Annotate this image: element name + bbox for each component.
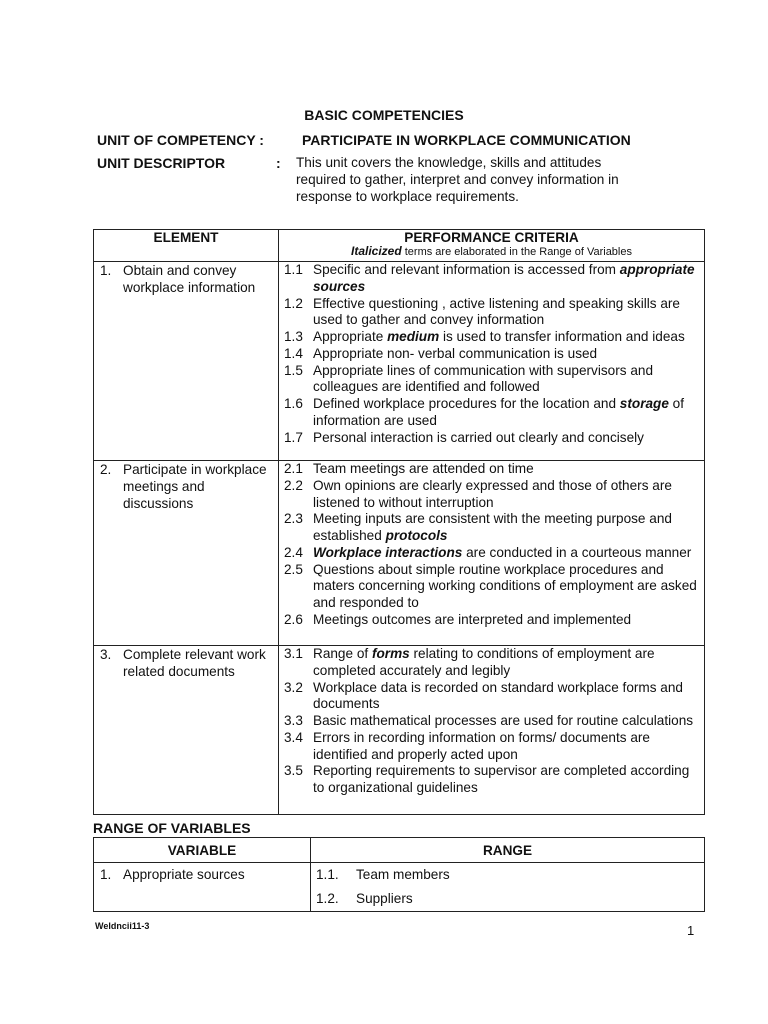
element-number: 2. bbox=[100, 462, 112, 477]
element-column-header: ELEMENT bbox=[94, 230, 279, 262]
criterion-text bbox=[313, 396, 704, 430]
range-of-variables-title: RANGE OF VARIABLES bbox=[93, 820, 251, 836]
criteria-cell bbox=[279, 646, 705, 815]
element-item bbox=[94, 647, 278, 681]
criterion-text-part: Workplace data is recorded on standard workplace forms and documents bbox=[313, 679, 683, 712]
element-item bbox=[94, 462, 278, 512]
criterion-number: 1.5 bbox=[284, 362, 303, 378]
unit-descriptor-colon: : bbox=[276, 155, 281, 171]
criterion-item bbox=[279, 329, 704, 346]
unit-descriptor-text bbox=[296, 155, 676, 205]
criterion-text bbox=[313, 262, 704, 296]
criterion-item bbox=[279, 346, 704, 363]
criteria-note-rest: terms are elaborated in the Range of Variables bbox=[401, 246, 632, 258]
criterion-text-part: Effective questioning , active listening and speaking skills are used to gather and convey information bbox=[313, 295, 680, 328]
criterion-text-part: Specific and relevant information is accessed from bbox=[313, 262, 620, 277]
criterion-text bbox=[313, 730, 704, 764]
criterion-text bbox=[313, 363, 704, 397]
criterion-number: 1.2 bbox=[284, 295, 303, 311]
unit-descriptor-label: UNIT DESCRIPTOR bbox=[97, 155, 226, 171]
range-term: appropriate sources bbox=[313, 262, 695, 294]
range-term: medium bbox=[387, 329, 440, 344]
criterion-text-part: Defined workplace procedures for the location and bbox=[313, 396, 620, 411]
range-term: forms bbox=[371, 646, 410, 661]
unit-descriptor-line: required to gather, interpret and convey information in bbox=[296, 171, 619, 187]
criterion-item bbox=[279, 363, 704, 397]
variable-item bbox=[94, 863, 310, 884]
criterion-text-part: Appropriate lines of communication with supervisors and colleagues are identified and followed bbox=[313, 362, 654, 395]
criterion-text bbox=[313, 329, 704, 346]
range-text: Suppliers bbox=[356, 891, 413, 906]
criterion-item bbox=[279, 763, 704, 797]
criterion-text bbox=[313, 346, 704, 363]
criterion-item bbox=[279, 646, 704, 680]
table-row bbox=[94, 646, 705, 815]
criterion-text-part: Range of bbox=[313, 646, 372, 661]
criterion-number: 2.3 bbox=[284, 511, 303, 527]
criterion-number: 1.7 bbox=[284, 429, 303, 445]
variable-text: Appropriate sources bbox=[123, 867, 245, 882]
performance-criteria-table bbox=[93, 229, 705, 815]
variable-column-header: VARIABLE bbox=[94, 838, 311, 863]
criterion-text bbox=[313, 562, 704, 612]
criterion-item bbox=[279, 730, 704, 764]
range-term: protocols bbox=[385, 528, 448, 543]
criterion-number: 1.4 bbox=[284, 345, 303, 361]
criterion-text-part: of information are used bbox=[313, 396, 685, 428]
criteria-header-title: PERFORMANCE CRITERIA bbox=[404, 230, 579, 245]
element-cell bbox=[94, 646, 279, 815]
variable-number: 1. bbox=[100, 867, 112, 882]
criterion-number: 2.4 bbox=[284, 544, 303, 560]
criterion-item bbox=[279, 713, 704, 730]
criterion-number: 1.1 bbox=[284, 262, 303, 277]
range-column-header: RANGE bbox=[311, 838, 705, 863]
criterion-item bbox=[279, 296, 704, 330]
criterion-text bbox=[313, 296, 704, 330]
criterion-text bbox=[313, 545, 704, 562]
criterion-text-part: Meeting inputs are consistent with the meeting purpose and established bbox=[313, 511, 672, 543]
criterion-text bbox=[313, 612, 704, 629]
criterion-number: 3.2 bbox=[284, 679, 303, 695]
criteria-cell bbox=[279, 262, 705, 461]
element-text: Participate in workplace meetings and discussions bbox=[123, 462, 267, 511]
variable-cell bbox=[94, 863, 311, 912]
table-header-row bbox=[94, 230, 705, 262]
element-text: Obtain and convey workplace information bbox=[123, 263, 256, 295]
range-item bbox=[311, 863, 704, 887]
element-number: 3. bbox=[100, 647, 112, 662]
criterion-text-part: Appropriate non- verbal communication is used bbox=[313, 345, 598, 361]
table-header-row bbox=[94, 838, 705, 863]
criterion-text-part: Own opinions are clearly expressed and those of others are listened to without interruption bbox=[313, 477, 672, 510]
range-text: Team members bbox=[356, 867, 450, 882]
element-cell bbox=[94, 461, 279, 646]
criterion-number: 1.6 bbox=[284, 396, 303, 411]
criterion-item bbox=[279, 262, 704, 296]
criterion-text-part: Appropriate bbox=[313, 329, 388, 344]
criterion-text-part: Errors in recording information on forms/ documents are identified and properly acted upon bbox=[313, 729, 650, 762]
criteria-cell bbox=[279, 461, 705, 646]
range-of-variables-table bbox=[93, 837, 705, 912]
criterion-text-part: are conducted in a courteous manner bbox=[462, 544, 692, 560]
unit-descriptor-line: response to workplace requirements. bbox=[296, 188, 519, 204]
range-term: storage bbox=[619, 396, 669, 411]
unit-descriptor-line: This unit covers the knowledge, skills and attitudes bbox=[296, 155, 602, 170]
table-row bbox=[94, 863, 705, 912]
criterion-text-part: is used to transfer information and ideas bbox=[439, 329, 685, 344]
criterion-text-part: relating to conditions of employment are completed accurately and legibly bbox=[313, 646, 655, 678]
criterion-text bbox=[313, 680, 704, 714]
criterion-text bbox=[313, 430, 704, 447]
element-number: 1. bbox=[100, 263, 112, 278]
criterion-text-part: Questions about simple routine workplace procedures and maters concerning working conditions of employment are asked and responded to bbox=[313, 561, 697, 610]
criterion-number: 2.5 bbox=[284, 561, 303, 577]
criterion-text bbox=[313, 646, 704, 680]
element-item bbox=[94, 263, 278, 297]
range-term: Workplace interactions bbox=[313, 544, 463, 560]
criterion-item bbox=[279, 396, 704, 430]
criterion-text bbox=[313, 713, 704, 730]
criterion-number: 3.3 bbox=[284, 713, 303, 728]
criterion-item bbox=[279, 545, 704, 562]
criteria-note-italic: Italicized bbox=[350, 244, 402, 258]
criterion-item bbox=[279, 478, 704, 512]
criterion-number: 2.1 bbox=[284, 461, 303, 476]
criterion-text-part: Team meetings are attended on time bbox=[313, 461, 534, 476]
criterion-number: 3.5 bbox=[284, 763, 303, 779]
criteria-header-note bbox=[279, 245, 704, 259]
criterion-item bbox=[279, 430, 704, 447]
range-item bbox=[311, 887, 704, 911]
range-cell bbox=[311, 863, 705, 912]
criterion-item bbox=[279, 680, 704, 714]
range-number: 1.1. bbox=[316, 867, 339, 882]
criterion-text bbox=[313, 478, 704, 512]
criterion-number: 2.6 bbox=[284, 611, 303, 627]
criterion-number: 1.3 bbox=[284, 329, 303, 344]
criterion-number: 3.4 bbox=[284, 729, 303, 745]
criterion-text bbox=[313, 763, 704, 797]
element-text: Complete relevant work related documents bbox=[123, 647, 266, 679]
criterion-text-part: Personal interaction is carried out clearly and concisely bbox=[313, 429, 644, 445]
criterion-text bbox=[313, 511, 704, 545]
range-number: 1.2. bbox=[316, 891, 339, 906]
document-title: BASIC COMPETENCIES bbox=[304, 107, 464, 123]
criterion-item bbox=[279, 511, 704, 545]
footer-doc-code: Weldncii11-3 bbox=[95, 921, 150, 931]
element-cell bbox=[94, 262, 279, 461]
criteria-column-header bbox=[279, 230, 705, 262]
criterion-item bbox=[279, 461, 704, 478]
criterion-item bbox=[279, 612, 704, 629]
table-row bbox=[94, 461, 705, 646]
criterion-text-part: Reporting requirements to supervisor are completed according to organizational guidelines bbox=[313, 763, 690, 795]
criterion-number: 2.2 bbox=[284, 477, 303, 493]
criterion-text-part: Meetings outcomes are interpreted and implemented bbox=[313, 611, 632, 627]
page-number: 1 bbox=[687, 923, 695, 938]
unit-of-competency-label: UNIT OF COMPETENCY : bbox=[97, 132, 264, 148]
criterion-text bbox=[313, 461, 704, 478]
criterion-text-part: Basic mathematical processes are used for routine calculations bbox=[313, 713, 694, 728]
criterion-number: 3.1 bbox=[284, 646, 303, 661]
table-row bbox=[94, 262, 705, 461]
unit-of-competency-value: PARTICIPATE IN WORKPLACE COMMUNICATION bbox=[302, 132, 631, 148]
criterion-item bbox=[279, 562, 704, 612]
